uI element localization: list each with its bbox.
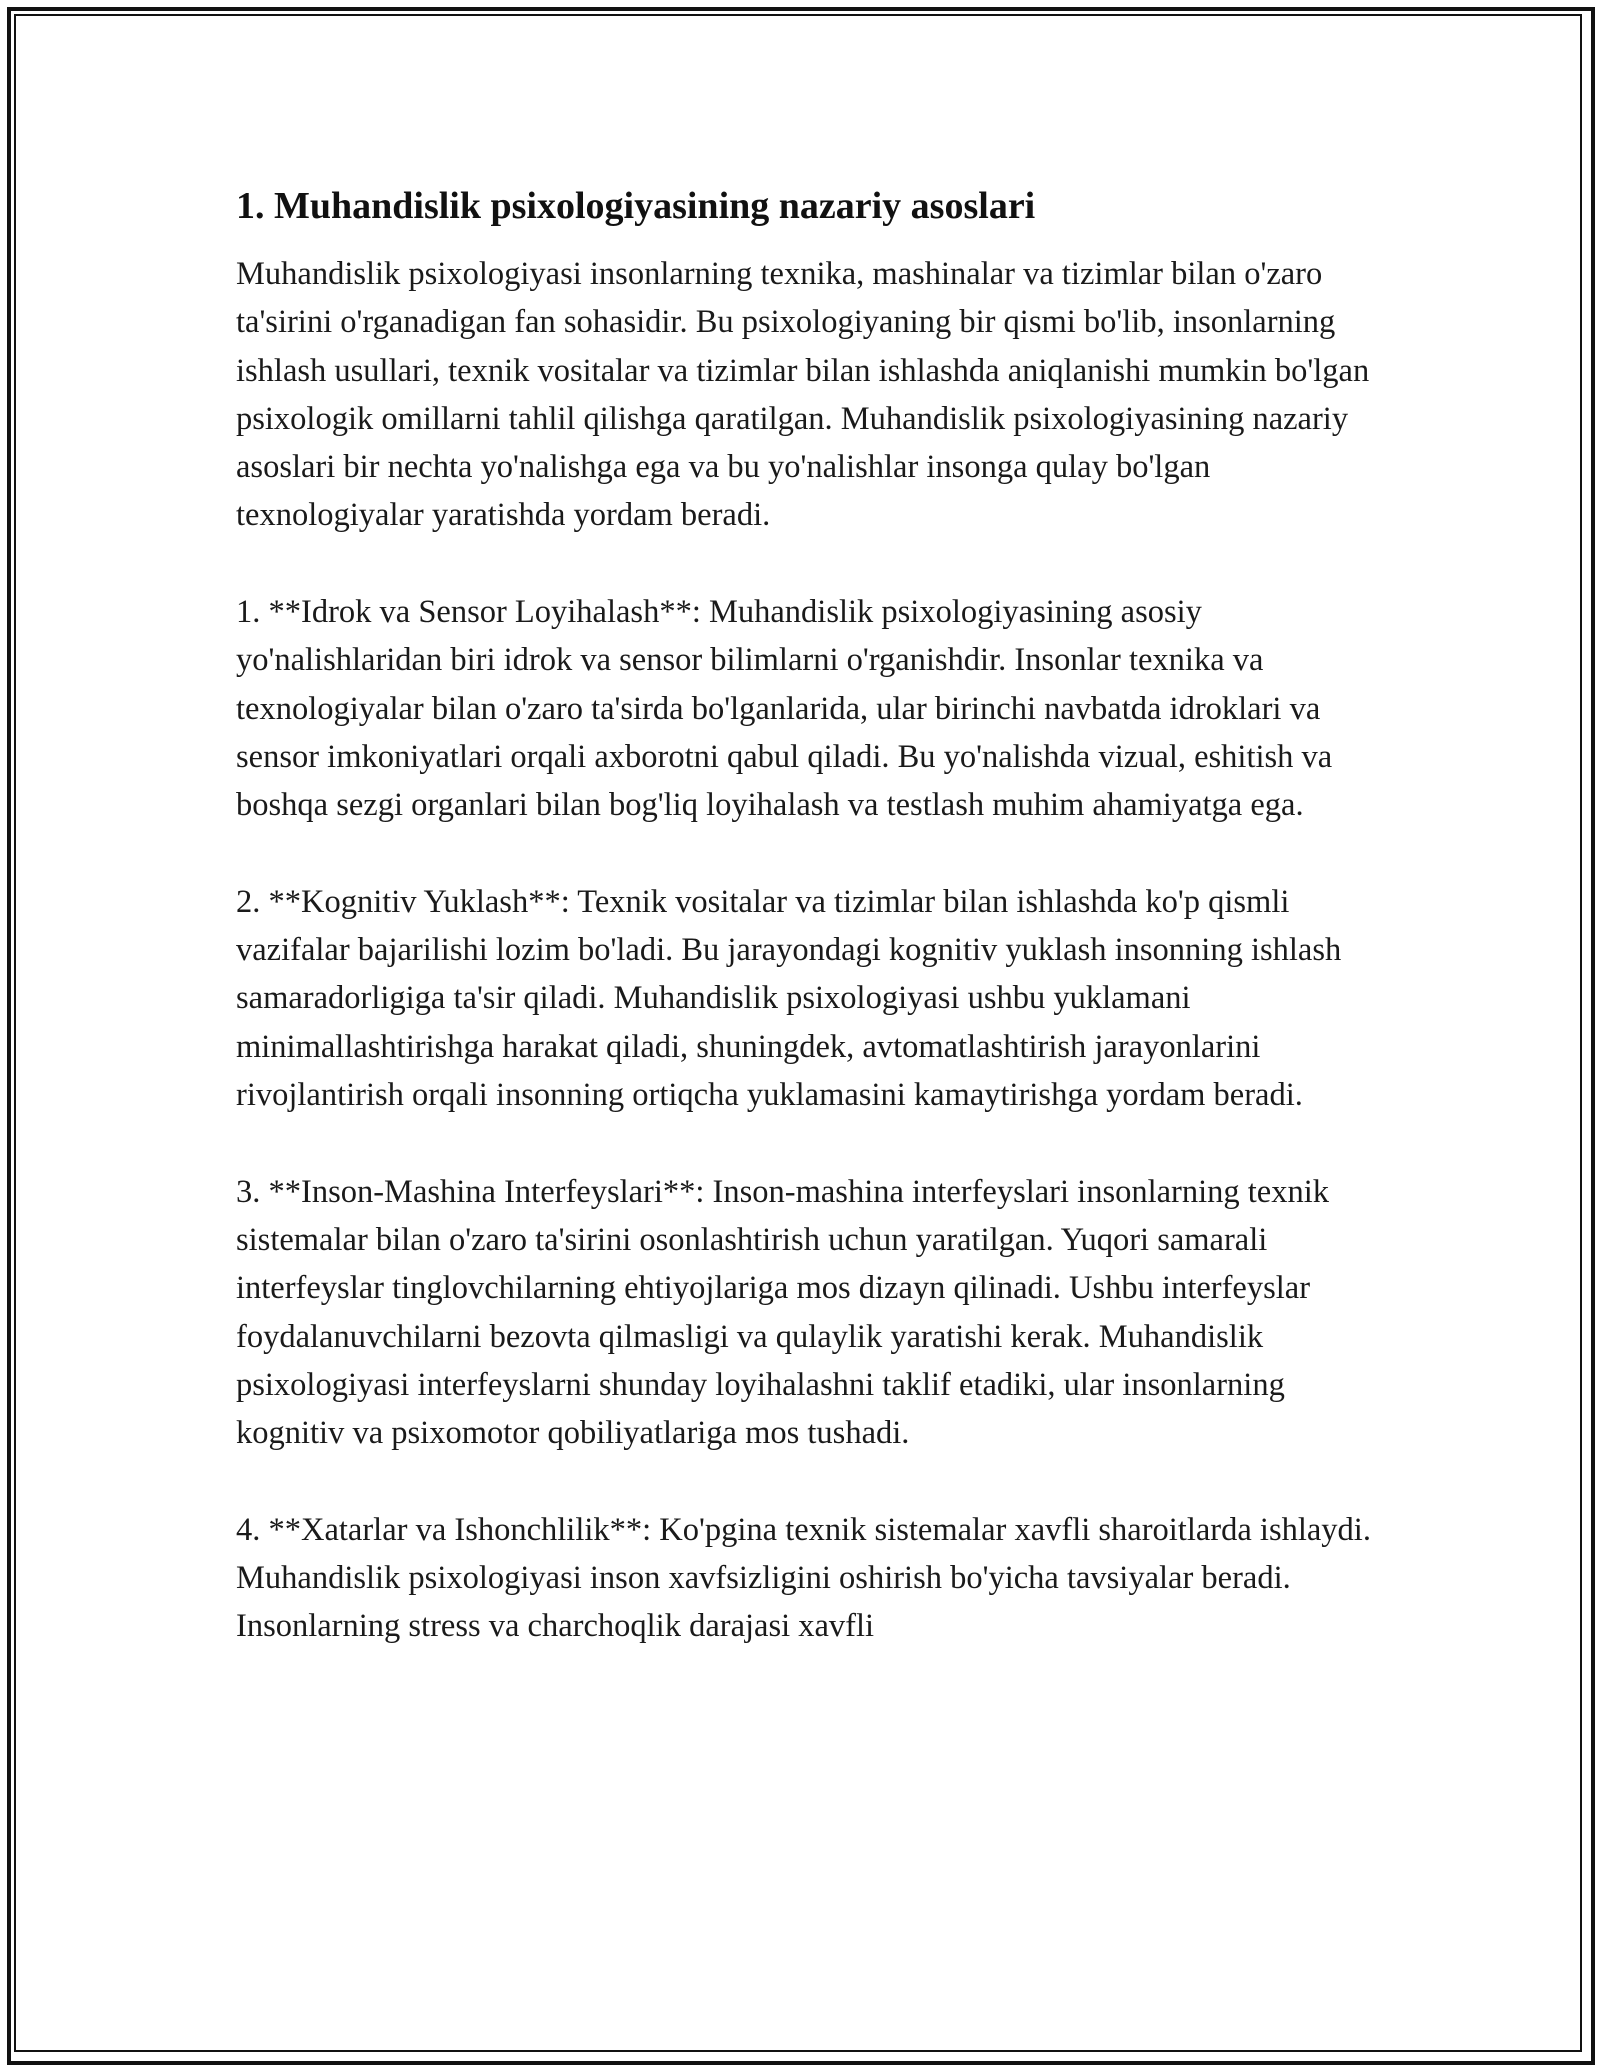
document-page — [236, 182, 1376, 1699]
point-3-paragraph: 3. **Inson-Mashina Interfeyslari**: Inson-mashina interfeyslari insonlarning texnik sistemalar bilan o'zaro ta'sirini osonlashtirish uchun yaratilgan. Yuqori samarali interfeyslar tinglovchilarning ehtiyojlariga mos dizayn qilinadi. Ushbu interfeyslar foydalanuvchilarni bezovta qilmasligi va qulaylik yaratishi kerak. Muhandislik psixologiyasi interfeyslarni shunday loyihalashni taklif etadiki, ular insonlarning kognitiv va psixomotor qobiliyatlariga mos tushadi. — [236, 1173, 1330, 1452]
intro-paragraph: Muhandislik psixologiyasi insonlarning texnika, mashinalar va tizimlar bilan o'zaro ta'sirini o'rganadigan fan sohasidir. Bu psixologiyaning bir qismi bo'lib, insonlarning ishlash usullari, texnik vositalar va tizimlar bilan ishlashda aniqlanishi mumkin bo'lgan psixologik omillarni tahlil qilishga qaratilgan. Muhandislik psixologiyasining nazariy asoslari bir nechta yo'nalishga ega va bu yo'nalishlar insonga qulay bo'lgan texnologiyalar yaratishda yordam beradi. — [236, 256, 1370, 534]
section-title: 1. Muhandislik psixologiyasining nazariy asoslari — [236, 185, 1036, 227]
point-1-paragraph: 1. **Idrok va Sensor Loyihalash**: Muhandislik psixologiyasining asosiy yo'nalishlaridan biri idrok va sensor bilimlarni o'rganishdir. Insonlar texnika va texnologiyalar bilan o'zaro ta'sirda bo'lganlarida, ular birinchi navbatda idroklari va sensor imkoniyatlari orqali axborotni qabul qiladi. Bu yo'nalishda vizual, eshitish va boshqa sezgi organlari bilan bog'liq loyihalash va testlash muhim ahamiyatga ega. — [236, 594, 1333, 824]
point-4-paragraph: 4. **Xatarlar va Ishonchlilik**: Ko'pgina texnik sistemalar xavfli sharoitlarda ishlaydi. Muhandislik psixologiyasi inson xavfsizligini oshirish bo'yicha tavsiyalar beradi. Insonlarning stress va charchoqlik darajasi xavfli — [236, 1511, 1371, 1645]
point-2-paragraph: 2. **Kognitiv Yuklash**: Texnik vositalar va tizimlar bilan ishlashda ko'p qismli vazifalar bajarilishi lozim bo'ladi. Bu jarayondagi kognitiv yuklash insonning ishlash samaradorligiga ta'sir qiladi. Muhandislik psixologiyasi ushbu yuklamani minimallashtirishga harakat qiladi, shuningdek, avtomatlashtirish jarayonlarini rivojlantirish orqali insonning ortiqcha yuklamasini kamaytirishga yordam beradi. — [236, 883, 1342, 1114]
